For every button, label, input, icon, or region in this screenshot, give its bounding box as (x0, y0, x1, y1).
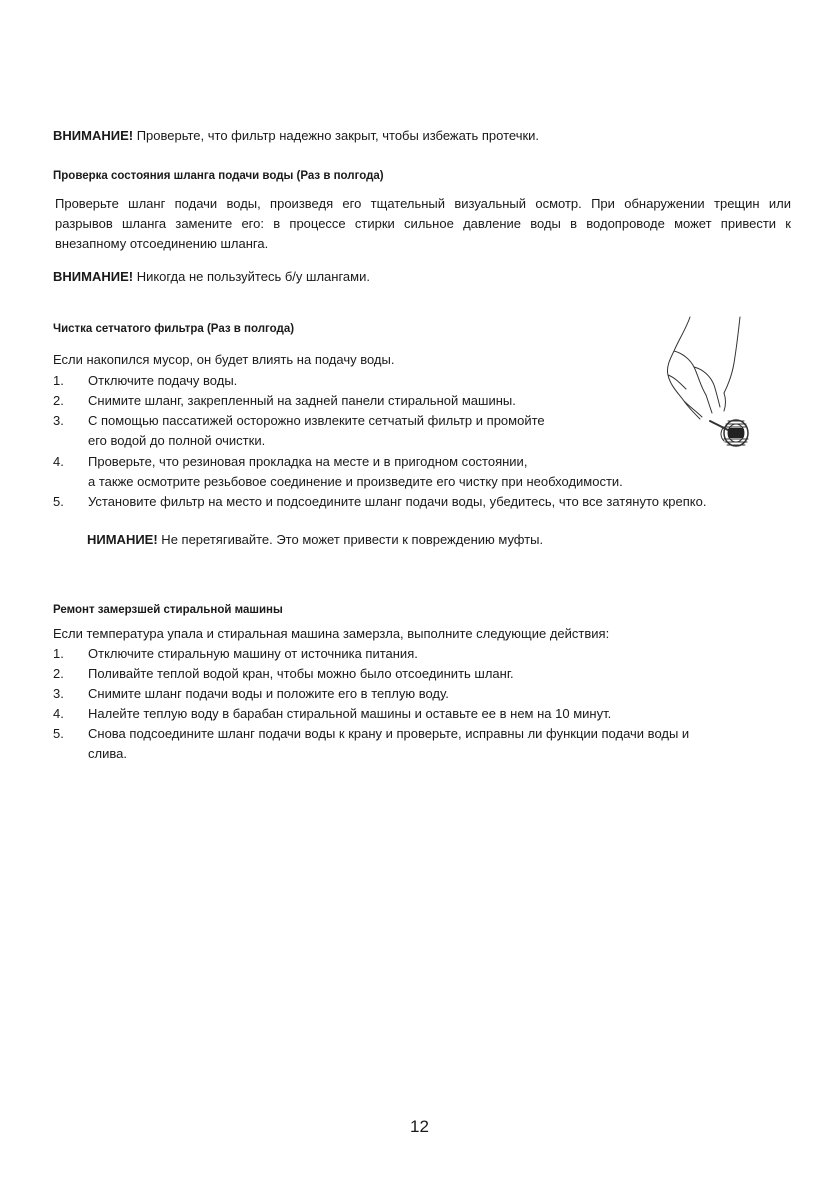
warning-label: НИМАНИЕ! (87, 532, 158, 547)
list-text: Снимите шланг подачи воды и положите его в теплую воду. (88, 686, 449, 701)
list-text: Налейте теплую воду в барабан стиральной машины и оставьте ее в нем на 10 минут. (88, 706, 612, 721)
warning-text: Не перетягивайте. Это может привести к повреждению муфты. (157, 532, 544, 547)
hose-check-paragraph (55, 194, 791, 254)
list-number: 2. (53, 666, 64, 681)
page-number: 12 (410, 1117, 429, 1136)
list-number: 5. (53, 494, 64, 509)
list-number: 4. (53, 454, 64, 469)
warning-used-hoses (53, 267, 370, 287)
warning-no-overtighten (87, 530, 543, 550)
warning-text: Никогда не пользуйтесь б/у шлангами. (133, 269, 370, 284)
paragraph-line: внезапному отсоединению шланга. (55, 236, 269, 251)
frozen-repair-intro: Если температура упала и стиральная машина замерзла, выполните следующие действия: (53, 626, 610, 641)
warning-filter-closed (53, 126, 539, 146)
list-number: 3. (53, 686, 64, 701)
filter-cleaning-intro: Если накопился мусор, он будет влиять на подачу воды. (53, 352, 395, 367)
warning-label: ВНИМАНИЕ! (53, 269, 134, 284)
list-text: Отключите подачу воды. (88, 373, 238, 388)
list-text: слива. (88, 746, 127, 761)
list-text: Снова подсоедините шланг подачи воды к крану и проверьте, исправны ли функции подачи воды и (88, 726, 690, 741)
list-text: его водой до полной очистки. (88, 433, 266, 448)
list-number: 4. (53, 706, 64, 721)
filter-removal-illustration (660, 315, 770, 465)
list-text: Отключите стиральную машину от источника питания. (88, 646, 418, 661)
list-text: Поливайте теплой водой кран, чтобы можно было отсоединить шланг. (88, 666, 514, 681)
list-text: Установите фильтр на место и подсоедините шланг подачи воды, убедитесь, что все затянуто крепко. (88, 494, 707, 509)
list-number: 3. (53, 413, 64, 428)
list-number: 1. (53, 646, 64, 661)
list-text: Проверьте, что резиновая прокладка на месте и в пригодном состоянии, (88, 454, 528, 469)
list-text: Снимите шланг, закрепленный на задней панели стиральной машины. (88, 393, 516, 408)
section-heading-frozen-repair: Ремонт замерзшей стиральной машины (53, 604, 283, 616)
list-text: а также осмотрите резьбовое соединение и произведите его чистку при необходимости. (88, 474, 623, 489)
warning-text: Проверьте, что фильтр надежно закрыт, чтобы избежать протечки. (133, 128, 540, 143)
list-number: 1. (53, 373, 64, 388)
paragraph-line: Проверьте шланг подачи воды, произведя его тщательный визуальный осмотр. При обнаружении трещин или (55, 196, 791, 211)
section-heading-filter-cleaning: Чистка сетчатого фильтра (Раз в полгода) (53, 323, 295, 335)
section-heading-hose-check: Проверка состояния шланга подачи воды (Раз в полгода) (53, 170, 384, 182)
warning-label: ВНИМАНИЕ! (53, 128, 134, 143)
list-number: 5. (53, 726, 64, 741)
list-text: С помощью пассатижей осторожно извлеките сетчатый фильтр и промойте (88, 413, 545, 428)
paragraph-line: разрывов шланга замените его: в процессе стирки сильное давление воды в водопроводе может привести к (55, 216, 791, 231)
list-number: 2. (53, 393, 64, 408)
